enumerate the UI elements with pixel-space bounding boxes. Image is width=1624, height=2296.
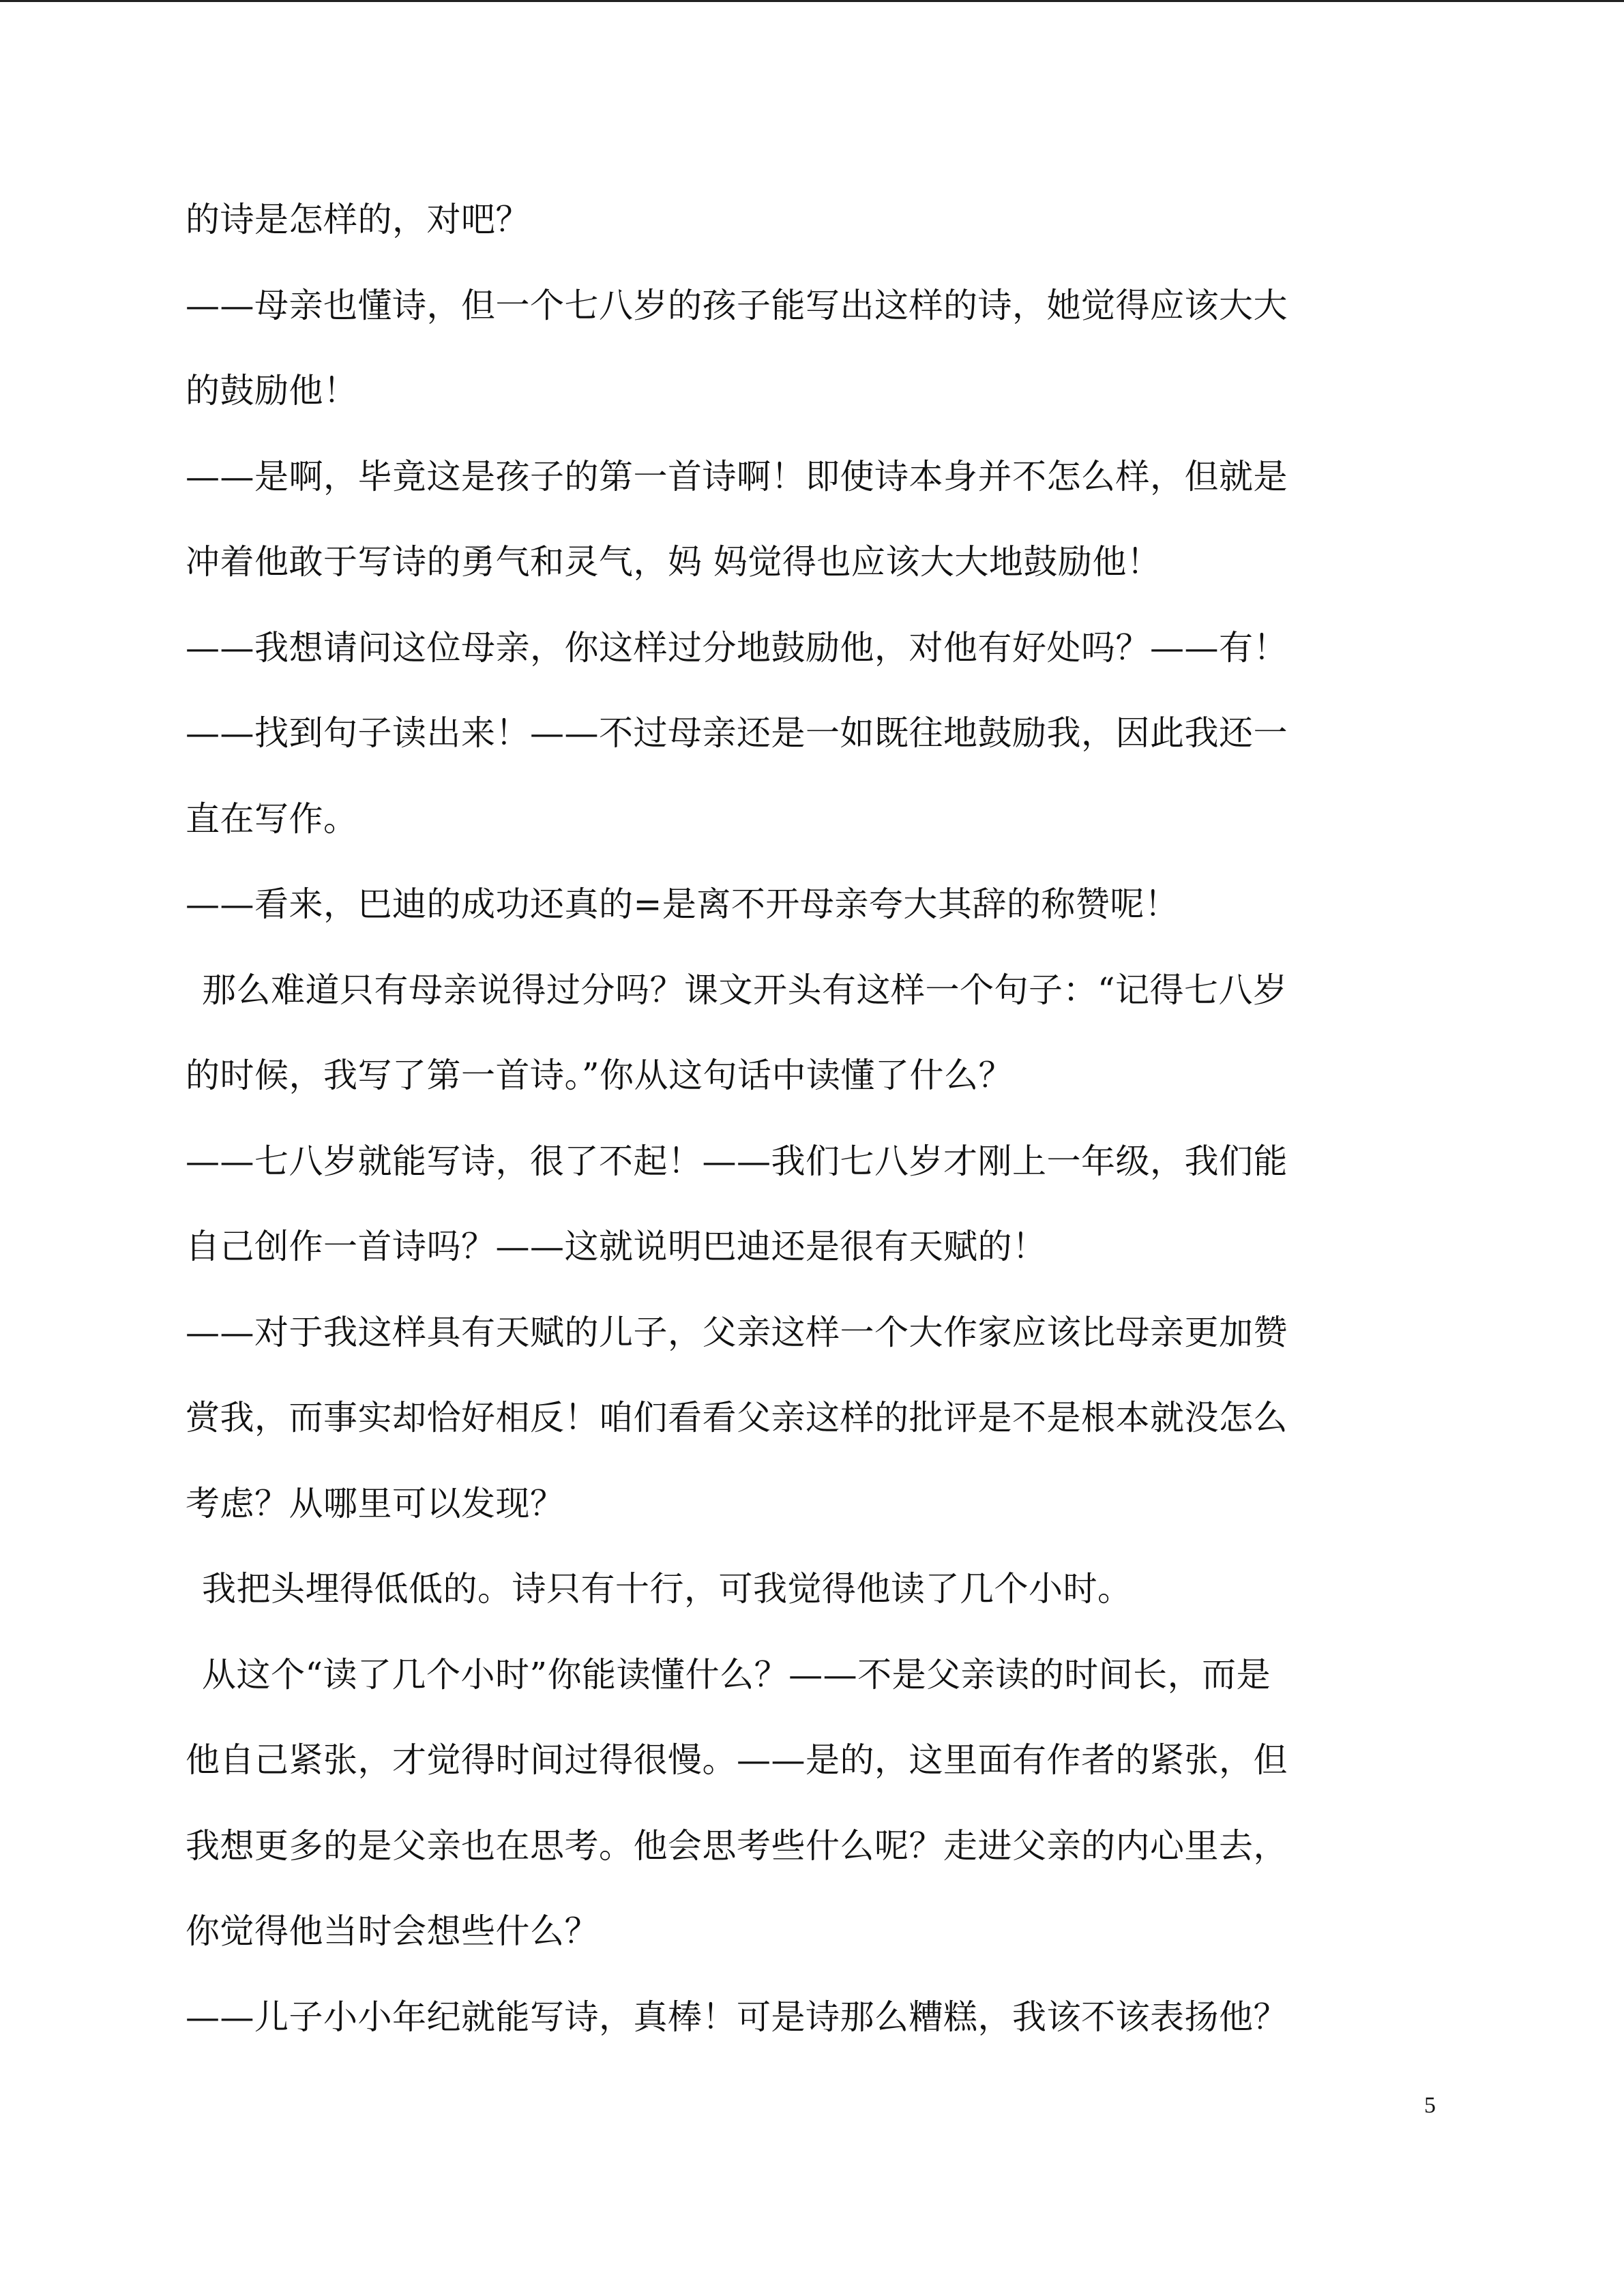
- text-line: ——看来，巴迪的成功还真的=是离不开母亲夸大其辞的称赞呢！: [186, 884, 1179, 924]
- text-line: 从这个“读了几个小时”你能读懂什么？——不是父亲读的时间长，而是: [202, 1655, 1271, 1695]
- text-line: 冲着他敢于写诗的勇气和灵气，妈 妈觉得也应该大大地鼓励他！: [186, 542, 1162, 582]
- text-line: 那么难道只有母亲说得过分吗？课文开头有这样一个句子：“记得七八岁: [202, 970, 1288, 1010]
- page-number: 5: [1424, 2093, 1436, 2118]
- text-line: 的诗是怎样的，对吧？: [186, 200, 530, 239]
- text-line: ——儿子小小年纪就能写诗，真棒！可是诗那么糟糕，我该不该表扬他？: [186, 1997, 1288, 2037]
- text-line: 直在写作。: [186, 799, 358, 839]
- text-line: 他自己紧张，才觉得时间过得很慢。——是的，这里面有作者的紧张，但: [186, 1740, 1288, 1780]
- text-line: ——是啊，毕竟这是孩子的第一首诗啊！即使诗本身并不怎么样，但就是: [186, 457, 1288, 496]
- text-line: 的时候，我写了第一首诗。”你从这句话中读懂了什么？: [186, 1056, 1014, 1095]
- text-line: 我把头埋得低低的。诗只有十行，可我觉得他读了几个小时。: [202, 1569, 1132, 1609]
- text-line: ——七八岁就能写诗，很了不起！——我们七八岁才刚上一年级，我们能: [186, 1142, 1288, 1181]
- text-line: 自己创作一首诗吗？——这就说明巴迪还是很有天赋的！: [186, 1227, 1047, 1266]
- text-line: 你觉得他当时会想些什么？: [186, 1911, 599, 1951]
- text-line: ——母亲也懂诗，但一个七八岁的孩子能写出这样的诗，她觉得应该大大: [186, 286, 1288, 325]
- text-line: ——我想请问这位母亲，你这样过分地鼓励他，对他有好处吗？——有！: [186, 628, 1288, 668]
- text-line: 考虑？从哪里可以发现？: [186, 1484, 565, 1523]
- text-line: 我想更多的是父亲也在思考。他会思考些什么呢？走进父亲的内心里去，: [186, 1826, 1288, 1866]
- text-line: 赏我，而事实却恰好相反！咱们看看父亲这样的批评是不是根本就没怎么: [186, 1398, 1288, 1437]
- text-line: ——找到句子读出来！——不过母亲还是一如既往地鼓励我，因此我还一: [186, 713, 1288, 753]
- text-line: 的鼓励他！: [186, 371, 358, 411]
- text-line: ——对于我这样具有天赋的儿子，父亲这样一个大作家应该比母亲更加赞: [186, 1313, 1288, 1352]
